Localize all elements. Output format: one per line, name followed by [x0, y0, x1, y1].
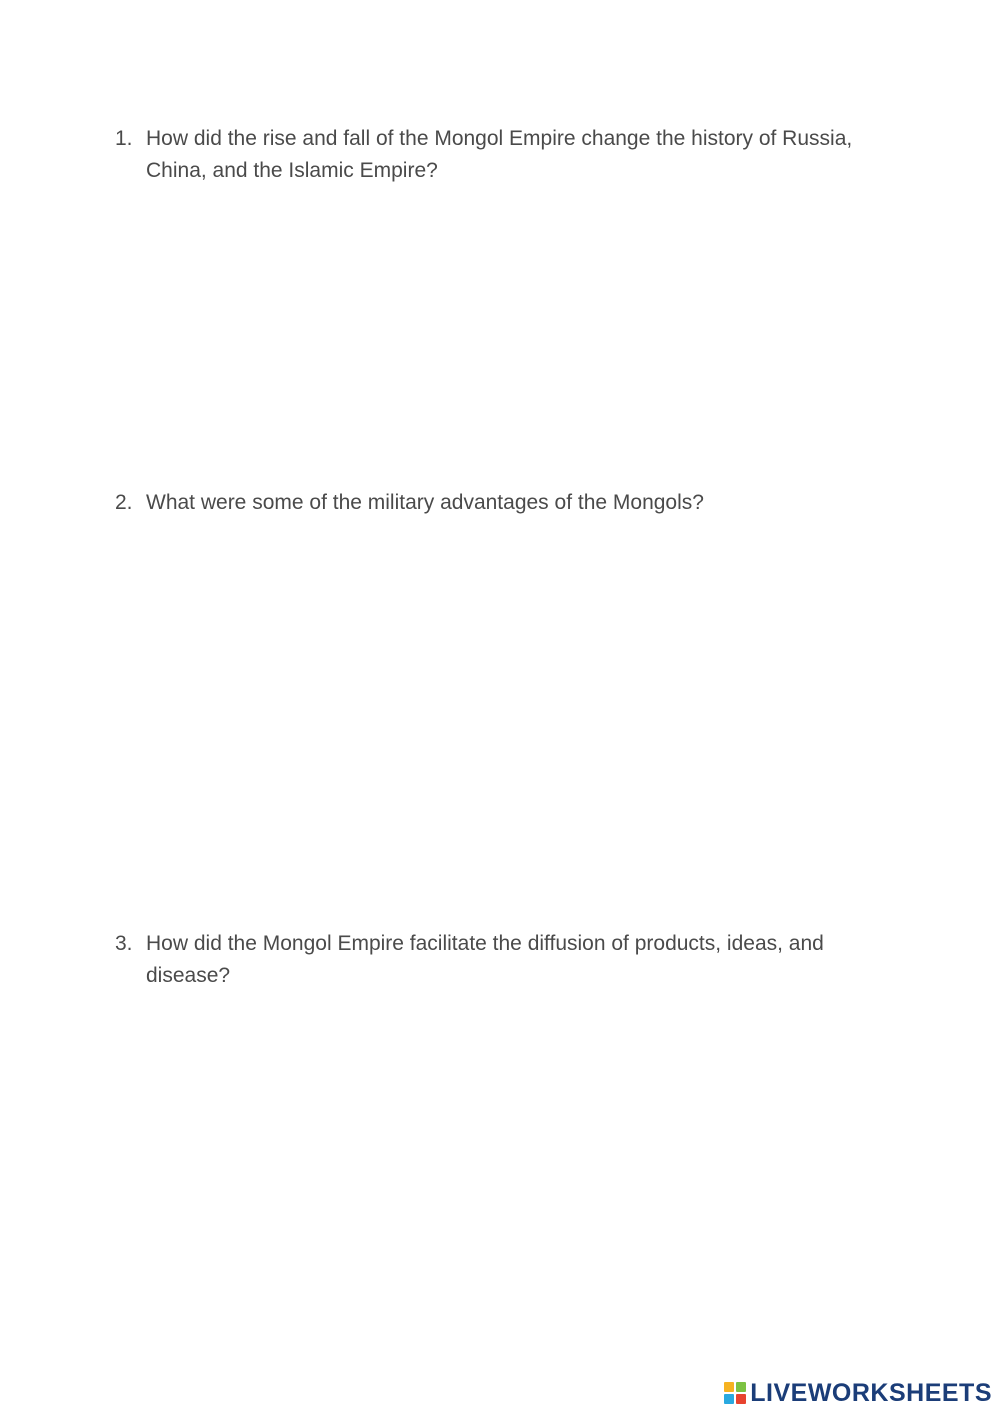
question-2: [115, 487, 895, 519]
question-text: How did the Mongol Empire facilitate the diffusion of products, ideas, and disease?: [146, 932, 824, 987]
logo-square: [724, 1382, 734, 1392]
liveworksheets-logo-icon: [724, 1382, 746, 1404]
question-3: [115, 928, 895, 992]
question-number: 1.: [115, 127, 133, 150]
logo-square: [736, 1382, 746, 1392]
logo-square: [724, 1394, 734, 1404]
question-number: 2.: [115, 491, 133, 514]
logo-square: [736, 1394, 746, 1404]
question-text: How did the rise and fall of the Mongol Empire change the history of Russia, China, and the Islamic Empire?: [146, 127, 853, 182]
question-text: What were some of the military advantages of the Mongols?: [146, 491, 704, 514]
brand-name: LIVEWORKSHEETS: [750, 1379, 992, 1407]
question-1: [115, 123, 895, 187]
liveworksheets-brand: [724, 1379, 992, 1407]
question-number: 3.: [115, 932, 133, 955]
